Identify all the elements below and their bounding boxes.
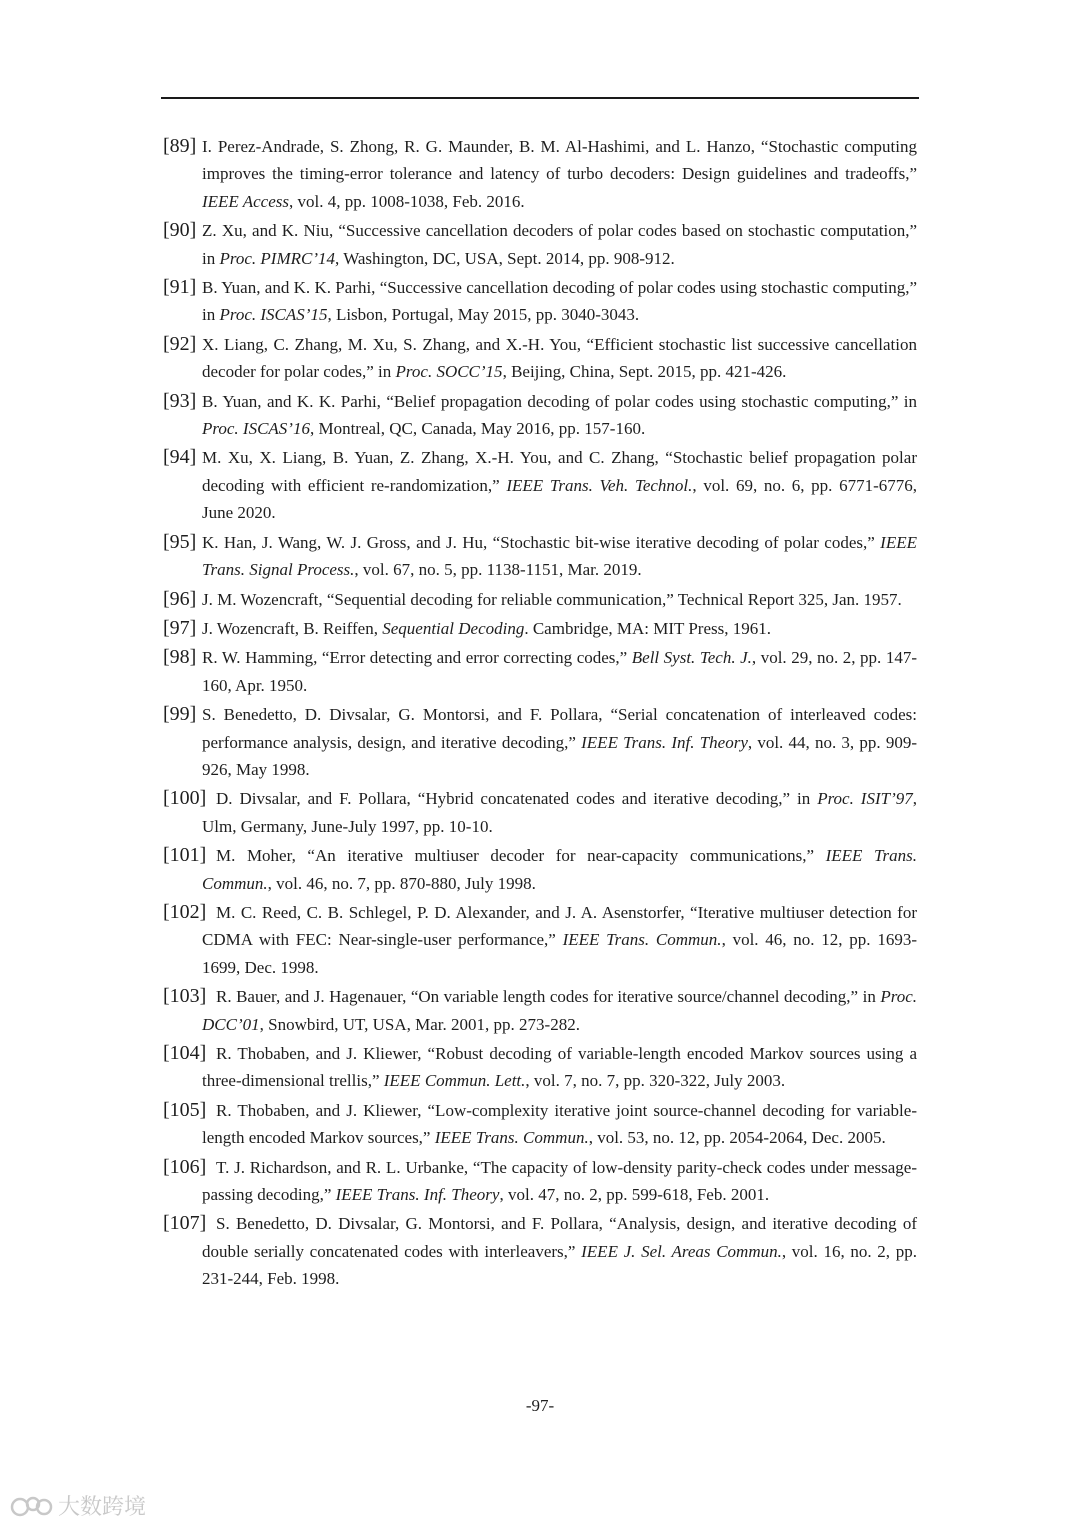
reference-text	[202, 444, 917, 526]
reference-number: [89]	[163, 135, 197, 157]
reference-segment: , Snowbird, UT, USA, Mar. 2001, pp. 273-282.	[259, 1014, 580, 1034]
reference-item	[163, 1040, 917, 1095]
reference-segment: M. Moher, “An iterative multiuser decoder for near-capacity communications,”	[216, 846, 826, 866]
header-rule	[161, 97, 919, 99]
reference-segment: , vol. 4, pp. 1008-1038, Feb. 2016.	[289, 191, 525, 211]
reference-venue: IEEE Trans. Inf. Theory	[335, 1185, 500, 1205]
reference-item	[163, 615, 917, 642]
reference-segment: R. Thobaben, and J. Kliewer, “Robust decoding of variable-length encoded Markov sources using a three-dimensional trellis,”	[202, 1044, 917, 1091]
reference-segment: D. Divsalar, and F. Pollara, “Hybrid concatenated codes and iterative decoding,” in	[216, 789, 818, 809]
reference-text	[202, 701, 917, 783]
reference-item	[163, 1097, 917, 1152]
reference-venue: IEEE Commun. Lett.	[383, 1071, 526, 1091]
reference-number: [100]	[163, 787, 207, 810]
reference-segment: K. Han, J. Wang, W. J. Gross, and J. Hu, “Stochastic bit-wise iterative decoding of polar codes,”	[202, 532, 881, 552]
reference-venue: IEEE Trans. Commun.	[434, 1128, 589, 1148]
reference-item	[163, 1154, 917, 1209]
reference-segment: , vol. 16, no. 2, pp. 231-244, Feb. 1998.	[202, 1241, 917, 1289]
reference-number: [103]	[163, 985, 207, 1008]
reference-segment: Z. Xu, and K. Niu, “Successive cancellation decoders of polar codes based on stochastic computation,” in	[202, 221, 917, 268]
reference-number: [106]	[163, 1155, 207, 1178]
reference-text	[202, 983, 917, 1038]
reference-item	[163, 899, 917, 981]
reference-segment: , Washington, DC, USA, Sept. 2014, pp. 908-912.	[335, 248, 675, 268]
page-number: -97-	[525, 1396, 555, 1415]
reference-item	[163, 644, 917, 699]
reference-text	[202, 529, 917, 584]
reference-segment: . Cambridge, MA: MIT Press, 1961.	[524, 618, 771, 638]
reference-item	[163, 529, 917, 584]
reference-text	[202, 644, 917, 699]
reference-venue: Proc. ISIT’97	[817, 789, 913, 809]
reference-segment: , Beijing, China, Sept. 2015, pp. 421-426.	[502, 362, 787, 382]
reference-number: [91]	[163, 276, 197, 299]
reference-text	[202, 1154, 917, 1209]
reference-item	[163, 785, 917, 840]
reference-item	[163, 133, 917, 215]
reference-venue: IEEE Access	[202, 191, 290, 211]
reference-segment: , vol. 69, no. 6, pp. 6771-6776, June 2020.	[202, 475, 917, 523]
watermark-logo-icon	[10, 1492, 54, 1520]
reference-segment: M. Xu, X. Liang, B. Yuan, Z. Zhang, X.-H. You, and C. Zhang, “Stochastic belief propagation polar decoding with efficient re-randomization,”	[202, 448, 917, 495]
reference-number: [98]	[163, 646, 197, 669]
reference-segment: B. Yuan, and K. K. Parhi, “Belief propagation decoding of polar codes using stochastic computing,” in	[202, 391, 917, 411]
reference-item	[163, 842, 917, 897]
reference-segment: , vol. 53, no. 12, pp. 2054-2064, Dec. 2005.	[588, 1128, 886, 1148]
reference-list	[163, 133, 917, 1295]
reference-number: [93]	[163, 389, 197, 412]
reference-text	[202, 842, 917, 897]
reference-number: [92]	[163, 332, 197, 355]
reference-venue: IEEE Trans. Veh. Technol.	[506, 475, 693, 495]
reference-segment: M. C. Reed, C. B. Schlegel, P. D. Alexander, and J. A. Asenstorfer, “Iterative multiuser detection for CDMA with FEC: Near-single-user performance,”	[202, 902, 917, 950]
reference-number: [94]	[163, 446, 197, 469]
reference-text	[202, 1097, 917, 1152]
reference-segment: , vol. 47, no. 2, pp. 599-618, Feb. 2001.	[499, 1185, 770, 1205]
reference-text	[202, 1210, 917, 1292]
reference-segment: , vol. 7, no. 7, pp. 320-322, July 2003.	[525, 1071, 786, 1091]
reference-venue: Bell Syst. Tech. J.	[631, 648, 752, 668]
reference-text	[202, 586, 917, 613]
reference-segment: , Ulm, Germany, June-July 1997, pp. 10-10.	[202, 789, 917, 836]
reference-segment: S. Benedetto, D. Divsalar, G. Montorsi, and F. Pollara, “Analysis, design, and iterative decoding of double serially concatenated codes with interleavers,”	[202, 1214, 917, 1261]
reference-venue: Proc. ISCAS’16	[202, 419, 310, 439]
reference-segment: , vol. 29, no. 2, pp. 147-160, Apr. 1950.	[202, 648, 917, 695]
reference-segment: S. Benedetto, D. Divsalar, G. Montorsi, and F. Pollara, “Serial concatenation of interleaved codes: performance analysis, design, and iterative decoding,”	[202, 705, 917, 752]
reference-text	[202, 217, 917, 272]
reference-number: [104]	[163, 1042, 207, 1064]
reference-segment: , vol. 46, no. 12, pp. 1693-1699, Dec. 1998.	[202, 930, 917, 977]
reference-text	[202, 1040, 917, 1095]
reference-number: [90]	[163, 219, 197, 242]
reference-item	[163, 444, 917, 526]
reference-text	[202, 899, 917, 981]
watermark-text: 大数跨境	[58, 1495, 147, 1520]
reference-text	[202, 785, 917, 840]
reference-item	[163, 331, 917, 386]
reference-venue: Proc. DCC’01	[202, 987, 917, 1034]
reference-item	[163, 1210, 917, 1292]
reference-text	[202, 615, 917, 642]
reference-text	[202, 274, 917, 329]
reference-segment: J. M. Wozencraft, “Sequential decoding for reliable communication,” Technical Report 325, Jan. 1957.	[202, 589, 902, 609]
reference-segment: X. Liang, C. Zhang, M. Xu, S. Zhang, and X.-H. You, “Efficient stochastic list successive cancellation decoder for polar codes,” in	[202, 334, 917, 382]
reference-segment: , vol. 67, no. 5, pp. 1138-1151, Mar. 2019.	[354, 560, 642, 580]
reference-segment: J. Wozencraft, B. Reiffen,	[202, 618, 383, 638]
reference-item	[163, 983, 917, 1038]
reference-venue: Proc. ISCAS’15	[219, 305, 328, 325]
reference-segment: , Lisbon, Portugal, May 2015, pp. 3040-3043.	[327, 305, 640, 325]
reference-segment: I. Perez-Andrade, S. Zhong, R. G. Maunder, B. M. Al-Hashimi, and L. Hanzo, “Stochastic computing improves the timing-error tolerance and latency of turbo decoders: Design guidelines and tradeoffs,”	[202, 137, 917, 184]
reference-venue: IEEE Trans. Commun.	[202, 846, 918, 893]
reference-segment: , vol. 46, no. 7, pp. 870-880, July 1998.	[267, 873, 536, 893]
watermark	[10, 1490, 146, 1521]
reference-number: [95]	[163, 530, 197, 553]
reference-venue: IEEE J. Sel. Areas Commun.	[581, 1241, 782, 1261]
reference-text	[202, 331, 917, 386]
reference-item	[163, 701, 917, 783]
reference-venue: Proc. PIMRC’14	[219, 248, 335, 268]
reference-segment: , Montreal, QC, Canada, May 2016, pp. 157-160.	[309, 419, 646, 439]
reference-text	[202, 133, 917, 215]
reference-venue: IEEE Trans. Inf. Theory	[581, 732, 748, 752]
reference-number: [102]	[163, 900, 207, 923]
reference-venue: Proc. SOCC’15	[395, 362, 503, 382]
reference-number: [101]	[163, 844, 207, 867]
reference-segment: R. Bauer, and J. Hagenauer, “On variable length codes for iterative source/channel decoding,” in	[216, 987, 881, 1007]
reference-number: [99]	[163, 703, 197, 726]
reference-number: [107]	[163, 1212, 207, 1235]
reference-venue: IEEE Trans. Signal Process.	[202, 532, 917, 580]
reference-segment: R. W. Hamming, “Error detecting and error correcting codes,”	[202, 648, 632, 668]
reference-segment: R. Thobaben, and J. Kliewer, “Low-complexity iterative joint source-channel decoding for variable-length encoded Markov sources,”	[202, 1100, 917, 1148]
reference-venue: IEEE Trans. Commun.	[562, 930, 722, 950]
reference-number: [105]	[163, 1098, 207, 1121]
reference-item	[163, 586, 917, 613]
reference-item	[163, 274, 917, 329]
reference-number: [96]	[163, 587, 197, 610]
reference-segment: B. Yuan, and K. K. Parhi, “Successive cancellation decoding of polar codes using stochastic computing,” in	[202, 278, 917, 325]
reference-text	[202, 388, 917, 443]
reference-venue: Sequential Decoding	[382, 618, 525, 638]
reference-item	[163, 217, 917, 272]
reference-number: [97]	[163, 616, 197, 639]
reference-segment: , vol. 44, no. 3, pp. 909-926, May 1998.	[202, 732, 918, 779]
reference-segment: T. J. Richardson, and R. L. Urbanke, “The capacity of low-density parity-check codes under message-passing decoding,”	[202, 1157, 917, 1205]
reference-item	[163, 388, 917, 443]
